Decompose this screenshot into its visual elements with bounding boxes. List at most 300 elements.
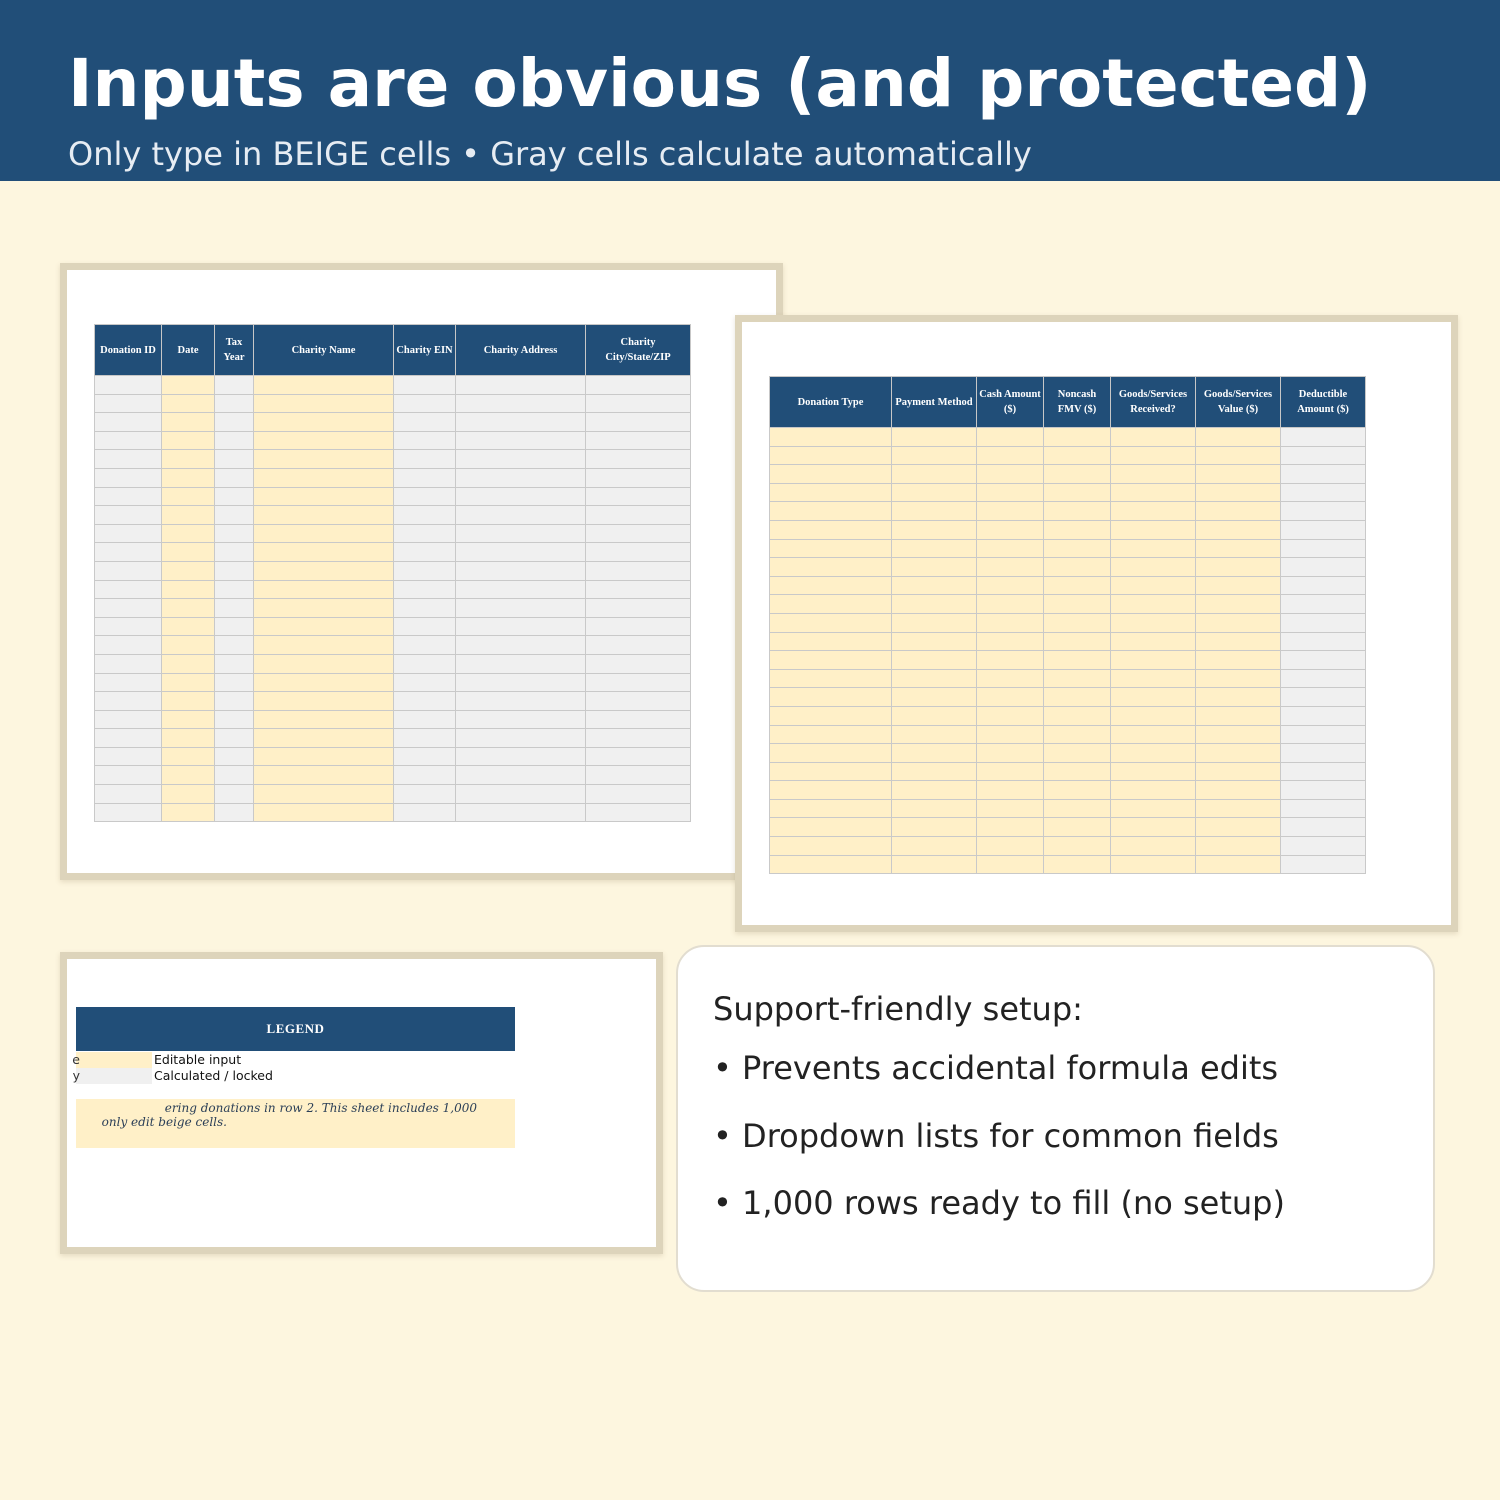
input-cell <box>1044 781 1111 800</box>
calculated-cell <box>394 413 456 432</box>
calculated-cell <box>95 747 162 766</box>
input-cell <box>1196 725 1281 744</box>
calculated-cell <box>1281 651 1366 670</box>
calculated-cell <box>95 524 162 543</box>
calculated-cell <box>456 803 586 822</box>
calculated-cell <box>95 543 162 562</box>
input-cell <box>254 785 394 804</box>
input-cell <box>892 483 977 502</box>
legend-item-label: Calculated / locked <box>154 1068 273 1083</box>
calculated-cell <box>586 450 691 469</box>
table-row <box>95 654 691 673</box>
input-cell <box>1196 855 1281 874</box>
input-cell <box>162 506 215 525</box>
table-row <box>95 710 691 729</box>
input-cell <box>254 599 394 618</box>
calculated-cell <box>1281 502 1366 521</box>
calculated-cell <box>215 506 254 525</box>
input-cell <box>254 413 394 432</box>
input-cell <box>1044 706 1111 725</box>
table-row <box>95 636 691 655</box>
calculated-cell <box>456 561 586 580</box>
input-cell <box>977 781 1044 800</box>
input-cell <box>254 394 394 413</box>
input-cell <box>162 561 215 580</box>
input-cell <box>1111 651 1196 670</box>
calculated-cell <box>586 580 691 599</box>
input-cell <box>977 446 1044 465</box>
input-cell <box>770 669 892 688</box>
input-cell <box>892 744 977 763</box>
input-cell <box>1111 465 1196 484</box>
calculated-cell <box>215 450 254 469</box>
input-cell <box>1044 428 1111 447</box>
table-row <box>770 483 1366 502</box>
table-row <box>95 599 691 618</box>
input-cell <box>977 632 1044 651</box>
calculated-cell <box>586 710 691 729</box>
input-cell <box>1044 651 1111 670</box>
input-cell <box>892 595 977 614</box>
table-row <box>95 450 691 469</box>
input-cell <box>770 762 892 781</box>
input-cell <box>977 613 1044 632</box>
input-cell <box>770 502 892 521</box>
input-cell <box>1196 706 1281 725</box>
input-cell <box>977 520 1044 539</box>
calculated-cell <box>586 487 691 506</box>
table-row <box>95 561 691 580</box>
calculated-cell <box>215 561 254 580</box>
input-cell <box>1111 744 1196 763</box>
calculated-cell <box>1281 632 1366 651</box>
legend-item-label: Editable input <box>154 1052 242 1067</box>
input-cell <box>162 785 215 804</box>
table-row <box>95 376 691 395</box>
legend-note-text <box>0 1101 477 1129</box>
calculated-cell <box>394 785 456 804</box>
input-cell <box>977 706 1044 725</box>
input-cell <box>1044 669 1111 688</box>
table-row <box>770 688 1366 707</box>
calculated-cell <box>586 561 691 580</box>
input-cell <box>1196 613 1281 632</box>
calculated-cell <box>456 431 586 450</box>
input-cell <box>892 651 977 670</box>
table-row <box>770 446 1366 465</box>
calculated-cell <box>456 599 586 618</box>
calculated-cell <box>456 468 586 487</box>
input-cell <box>977 539 1044 558</box>
calculated-cell <box>95 561 162 580</box>
input-cell <box>892 688 977 707</box>
calculated-cell <box>95 376 162 395</box>
calculated-cell <box>394 710 456 729</box>
input-cell <box>254 431 394 450</box>
feature-card <box>676 945 1435 1292</box>
input-cell <box>977 465 1044 484</box>
table-row <box>770 837 1366 856</box>
page-subtitle: Only type in BEIGE cells • Gray cells calculate automatically <box>68 135 1032 173</box>
input-cell <box>1196 446 1281 465</box>
calculated-cell <box>1281 799 1366 818</box>
calculated-cell <box>1281 837 1366 856</box>
input-cell <box>1196 669 1281 688</box>
input-cell <box>892 669 977 688</box>
table-row <box>770 520 1366 539</box>
input-cell <box>977 483 1044 502</box>
input-cell <box>162 394 215 413</box>
input-cell <box>1044 576 1111 595</box>
input-cell <box>1111 818 1196 837</box>
input-cell <box>1044 744 1111 763</box>
table-row <box>770 799 1366 818</box>
input-cell <box>162 654 215 673</box>
calculated-cell <box>456 654 586 673</box>
input-cell <box>1196 837 1281 856</box>
calculated-cell <box>394 766 456 785</box>
calculated-cell <box>456 673 586 692</box>
input-cell <box>1111 688 1196 707</box>
donation-sheet-table-1 <box>94 324 691 822</box>
calculated-cell <box>1281 706 1366 725</box>
calculated-cell <box>215 413 254 432</box>
table-row <box>770 669 1366 688</box>
calculated-cell <box>95 394 162 413</box>
input-cell <box>977 855 1044 874</box>
input-cell <box>162 487 215 506</box>
input-cell <box>1196 651 1281 670</box>
calculated-cell <box>1281 539 1366 558</box>
calculated-cell <box>586 766 691 785</box>
table-row <box>95 431 691 450</box>
calculated-cell <box>95 580 162 599</box>
calculated-cell <box>394 376 456 395</box>
input-cell <box>254 580 394 599</box>
legend-note <box>76 1099 515 1148</box>
calculated-cell <box>586 729 691 748</box>
calculated-cell <box>95 803 162 822</box>
input-cell <box>162 468 215 487</box>
calculated-cell <box>1281 576 1366 595</box>
calculated-cell <box>394 636 456 655</box>
calculated-cell <box>456 766 586 785</box>
calculated-cell <box>215 803 254 822</box>
calculated-cell <box>215 580 254 599</box>
input-cell <box>892 818 977 837</box>
calculated-cell <box>394 450 456 469</box>
calculated-cell <box>95 692 162 711</box>
input-cell <box>162 376 215 395</box>
calculated-cell <box>586 692 691 711</box>
input-cell <box>1044 799 1111 818</box>
calculated-cell <box>586 413 691 432</box>
input-cell <box>254 654 394 673</box>
input-cell <box>162 543 215 562</box>
calculated-cell <box>586 747 691 766</box>
input-cell <box>892 632 977 651</box>
input-cell <box>254 487 394 506</box>
legend-swatch-label-fragment: y <box>72 1068 80 1083</box>
calculated-cell <box>456 729 586 748</box>
calculated-cell <box>394 729 456 748</box>
input-cell <box>770 539 892 558</box>
table-row <box>95 468 691 487</box>
input-cell <box>892 799 977 818</box>
calculated-cell <box>394 468 456 487</box>
table-row <box>95 747 691 766</box>
calculated-cell <box>95 431 162 450</box>
calculated-cell <box>394 543 456 562</box>
calculated-cell <box>95 413 162 432</box>
table-row <box>770 818 1366 837</box>
input-cell <box>1044 837 1111 856</box>
input-cell <box>892 781 977 800</box>
input-cell <box>770 688 892 707</box>
input-cell <box>1111 539 1196 558</box>
calculated-cell <box>456 413 586 432</box>
calculated-cell <box>586 785 691 804</box>
feature-item: • Prevents accidental formula edits <box>713 1048 1285 1088</box>
input-cell <box>1044 762 1111 781</box>
input-cell <box>1111 446 1196 465</box>
calculated-cell <box>215 710 254 729</box>
col-header-goods-services-received: Goods/Services Received? <box>1111 377 1196 428</box>
col-header-deductible-amount: Deductible Amount ($) <box>1281 377 1366 428</box>
calculated-cell <box>1281 446 1366 465</box>
input-cell <box>162 599 215 618</box>
input-cell <box>977 762 1044 781</box>
calculated-cell <box>215 617 254 636</box>
calculated-cell <box>394 431 456 450</box>
legend-screenshot <box>60 952 663 1254</box>
input-cell <box>1111 762 1196 781</box>
input-cell <box>1111 837 1196 856</box>
table-row <box>95 413 691 432</box>
input-cell <box>162 766 215 785</box>
input-cell <box>254 376 394 395</box>
sheet-body <box>770 428 1366 874</box>
calculated-cell <box>586 673 691 692</box>
calculated-cell <box>1281 818 1366 837</box>
col-header-date: Date <box>162 325 215 376</box>
calculated-cell <box>394 580 456 599</box>
calculated-cell <box>215 729 254 748</box>
table-row <box>95 766 691 785</box>
calculated-cell <box>394 654 456 673</box>
calculated-cell <box>586 506 691 525</box>
input-cell <box>1196 799 1281 818</box>
input-cell <box>770 818 892 837</box>
calculated-cell <box>95 468 162 487</box>
calculated-cell <box>215 487 254 506</box>
input-cell <box>770 781 892 800</box>
input-cell <box>162 580 215 599</box>
calculated-cell <box>95 654 162 673</box>
calculated-cell <box>394 524 456 543</box>
input-cell <box>977 669 1044 688</box>
input-cell <box>770 465 892 484</box>
input-cell <box>892 762 977 781</box>
input-cell <box>1196 744 1281 763</box>
input-cell <box>770 613 892 632</box>
input-cell <box>1196 762 1281 781</box>
calculated-cell <box>1281 483 1366 502</box>
input-cell <box>1111 781 1196 800</box>
input-cell <box>977 576 1044 595</box>
input-cell <box>254 673 394 692</box>
calculated-cell <box>394 487 456 506</box>
table-row <box>95 729 691 748</box>
input-cell <box>1196 465 1281 484</box>
feature-item: • 1,000 rows ready to fill (no setup) <box>713 1183 1285 1223</box>
calculated-cell <box>586 376 691 395</box>
input-cell <box>892 706 977 725</box>
donation-sheet-table-2 <box>769 376 1366 874</box>
input-cell <box>254 617 394 636</box>
input-cell <box>1111 613 1196 632</box>
calculated-cell <box>456 543 586 562</box>
legend-swatch-input <box>72 1052 152 1068</box>
input-cell <box>770 446 892 465</box>
calculated-cell <box>1281 688 1366 707</box>
input-cell <box>770 558 892 577</box>
input-cell <box>977 688 1044 707</box>
calculated-cell <box>215 766 254 785</box>
input-cell <box>162 636 215 655</box>
col-header-donation-type: Donation Type <box>770 377 892 428</box>
input-cell <box>770 428 892 447</box>
calculated-cell <box>1281 744 1366 763</box>
calculated-cell <box>586 803 691 822</box>
input-cell <box>892 465 977 484</box>
calculated-cell <box>1281 855 1366 874</box>
input-cell <box>162 617 215 636</box>
input-cell <box>770 725 892 744</box>
input-cell <box>1111 428 1196 447</box>
legend-note-line-2: only edit beige cells. <box>101 1115 227 1129</box>
table-row <box>95 394 691 413</box>
input-cell <box>1196 520 1281 539</box>
header-banner <box>0 0 1500 181</box>
table-row <box>95 692 691 711</box>
table-row <box>770 428 1366 447</box>
calculated-cell <box>1281 669 1366 688</box>
input-cell <box>162 431 215 450</box>
calculated-cell <box>586 617 691 636</box>
sheet-screenshot-charity-info <box>60 263 783 880</box>
table-row <box>95 785 691 804</box>
col-header-charity-ein: Charity EIN <box>394 325 456 376</box>
calculated-cell <box>394 561 456 580</box>
input-cell <box>254 803 394 822</box>
calculated-cell <box>586 599 691 618</box>
card-title: Support-friendly setup: <box>713 990 1083 1028</box>
input-cell <box>892 725 977 744</box>
calculated-cell <box>95 785 162 804</box>
input-cell <box>977 428 1044 447</box>
calculated-cell <box>95 487 162 506</box>
col-header-charity-name: Charity Name <box>254 325 394 376</box>
calculated-cell <box>586 524 691 543</box>
input-cell <box>1111 632 1196 651</box>
input-cell <box>892 837 977 856</box>
calculated-cell <box>95 673 162 692</box>
calculated-cell <box>456 692 586 711</box>
input-cell <box>1111 706 1196 725</box>
table-row <box>95 487 691 506</box>
table-row <box>770 855 1366 874</box>
feature-item: • Dropdown lists for common fields <box>713 1116 1285 1156</box>
input-cell <box>1044 446 1111 465</box>
table-row <box>770 539 1366 558</box>
col-header-cash-amount: Cash Amount ($) <box>977 377 1044 428</box>
input-cell <box>1196 502 1281 521</box>
input-cell <box>977 502 1044 521</box>
input-cell <box>1111 520 1196 539</box>
calculated-cell <box>586 543 691 562</box>
input-cell <box>892 446 977 465</box>
input-cell <box>892 613 977 632</box>
calculated-cell <box>215 543 254 562</box>
input-cell <box>1044 558 1111 577</box>
calculated-cell <box>1281 781 1366 800</box>
sheet-screenshot-donation-amounts <box>735 315 1458 932</box>
table-row <box>95 543 691 562</box>
input-cell <box>1044 595 1111 614</box>
legend-item-editable <box>72 1052 536 1068</box>
input-cell <box>162 803 215 822</box>
calculated-cell <box>215 654 254 673</box>
input-cell <box>1044 483 1111 502</box>
calculated-cell <box>456 580 586 599</box>
col-header-noncash-fmv: Noncash FMV ($) <box>1044 377 1111 428</box>
input-cell <box>1044 725 1111 744</box>
calculated-cell <box>95 506 162 525</box>
col-header-payment-method: Payment Method <box>892 377 977 428</box>
legend-title: LEGEND <box>76 1007 515 1051</box>
input-cell <box>162 692 215 711</box>
sheet-body <box>95 376 691 822</box>
table-row <box>770 762 1366 781</box>
calculated-cell <box>95 636 162 655</box>
calculated-cell <box>586 431 691 450</box>
table-row <box>95 506 691 525</box>
calculated-cell <box>95 617 162 636</box>
table-row <box>770 706 1366 725</box>
calculated-cell <box>456 487 586 506</box>
table-row <box>770 632 1366 651</box>
input-cell <box>1044 818 1111 837</box>
calculated-cell <box>394 747 456 766</box>
input-cell <box>892 558 977 577</box>
col-header-charity-city-state-zip: Charity City/State/ZIP <box>586 325 691 376</box>
calculated-cell <box>95 729 162 748</box>
calculated-cell <box>456 450 586 469</box>
input-cell <box>162 450 215 469</box>
calculated-cell <box>1281 725 1366 744</box>
input-cell <box>1111 502 1196 521</box>
table-row <box>770 651 1366 670</box>
input-cell <box>1044 688 1111 707</box>
input-cell <box>770 799 892 818</box>
input-cell <box>1196 632 1281 651</box>
input-cell <box>977 744 1044 763</box>
calculated-cell <box>215 394 254 413</box>
col-header-goods-services-value: Goods/Services Value ($) <box>1196 377 1281 428</box>
input-cell <box>770 576 892 595</box>
input-cell <box>162 710 215 729</box>
